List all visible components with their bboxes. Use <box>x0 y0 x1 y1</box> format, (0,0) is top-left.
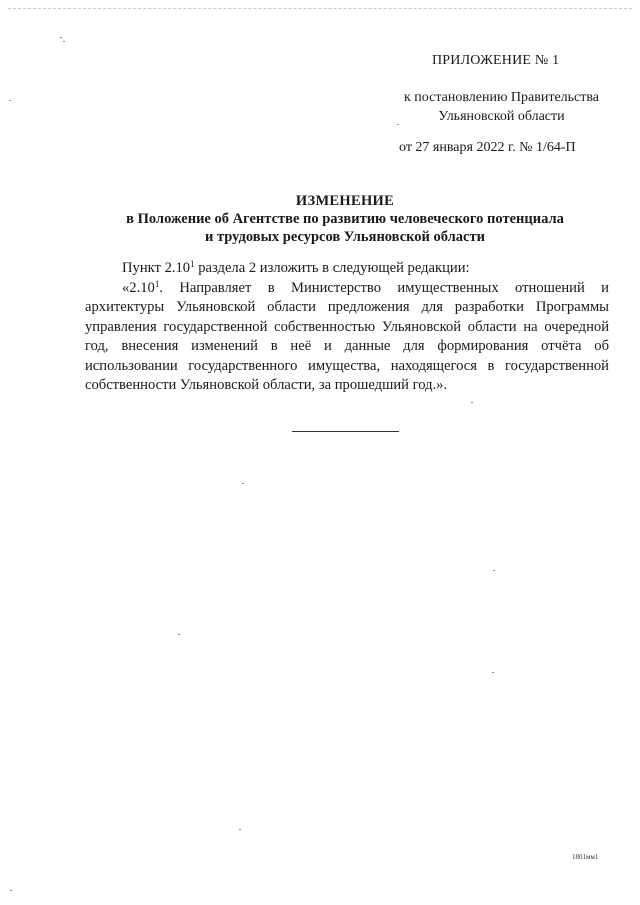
resolution-reference-line1: к постановлению Правительства <box>403 90 600 105</box>
document-code: 1801мм1 <box>572 853 599 861</box>
scan-speck <box>10 890 12 891</box>
appendix-number: ПРИЛОЖЕНИЕ № 1 <box>432 53 560 68</box>
scan-speck <box>178 634 180 635</box>
title-heading: ИЗМЕНЕНИЕ <box>295 193 395 209</box>
resolution-reference-line2: Ульяновской области <box>438 109 565 124</box>
scan-speck <box>9 100 11 101</box>
scan-speck <box>242 483 244 484</box>
intro-superscript: 1 <box>190 259 195 269</box>
scan-speck <box>493 570 495 571</box>
document-title <box>80 192 610 246</box>
amendment-prefix: «2.10 <box>122 279 155 296</box>
title-line2: и трудовых ресурсов Ульяновской области <box>205 229 485 245</box>
paragraph-intro <box>85 259 609 279</box>
paragraph-amendment <box>85 279 609 396</box>
scan-speck <box>239 829 241 830</box>
resolution-reference <box>394 88 609 126</box>
closing-rule <box>292 431 399 432</box>
intro-prefix: Пункт 2.10 <box>122 260 191 276</box>
amendment-text: . Направляет в Министерство имущественных отношений и архитектуры Ульяновской области предложения для разработки Программы управления государственной собственностью Ульяновской области на очередной год, внесения изменений в неё и данные для формирования отчёта об использовании государственного имущества, находящегося в государственной собственности Ульяновской области, за прошедший год.». <box>85 279 609 393</box>
title-line1: в Положение об Агентстве по развитию человеческого потенциала <box>126 211 564 227</box>
document-body <box>85 259 609 396</box>
intro-suffix: раздела 2 изложить в следующей редакции: <box>194 260 470 276</box>
amendment-superscript: 1 <box>154 278 160 289</box>
scan-speck <box>492 672 494 673</box>
scan-edge-line <box>8 8 632 9</box>
scan-speck <box>60 37 62 38</box>
scan-speck <box>63 41 65 42</box>
scan-speck <box>471 402 473 403</box>
resolution-date-number: от 27 января 2022 г. № 1/64-П <box>399 140 576 155</box>
